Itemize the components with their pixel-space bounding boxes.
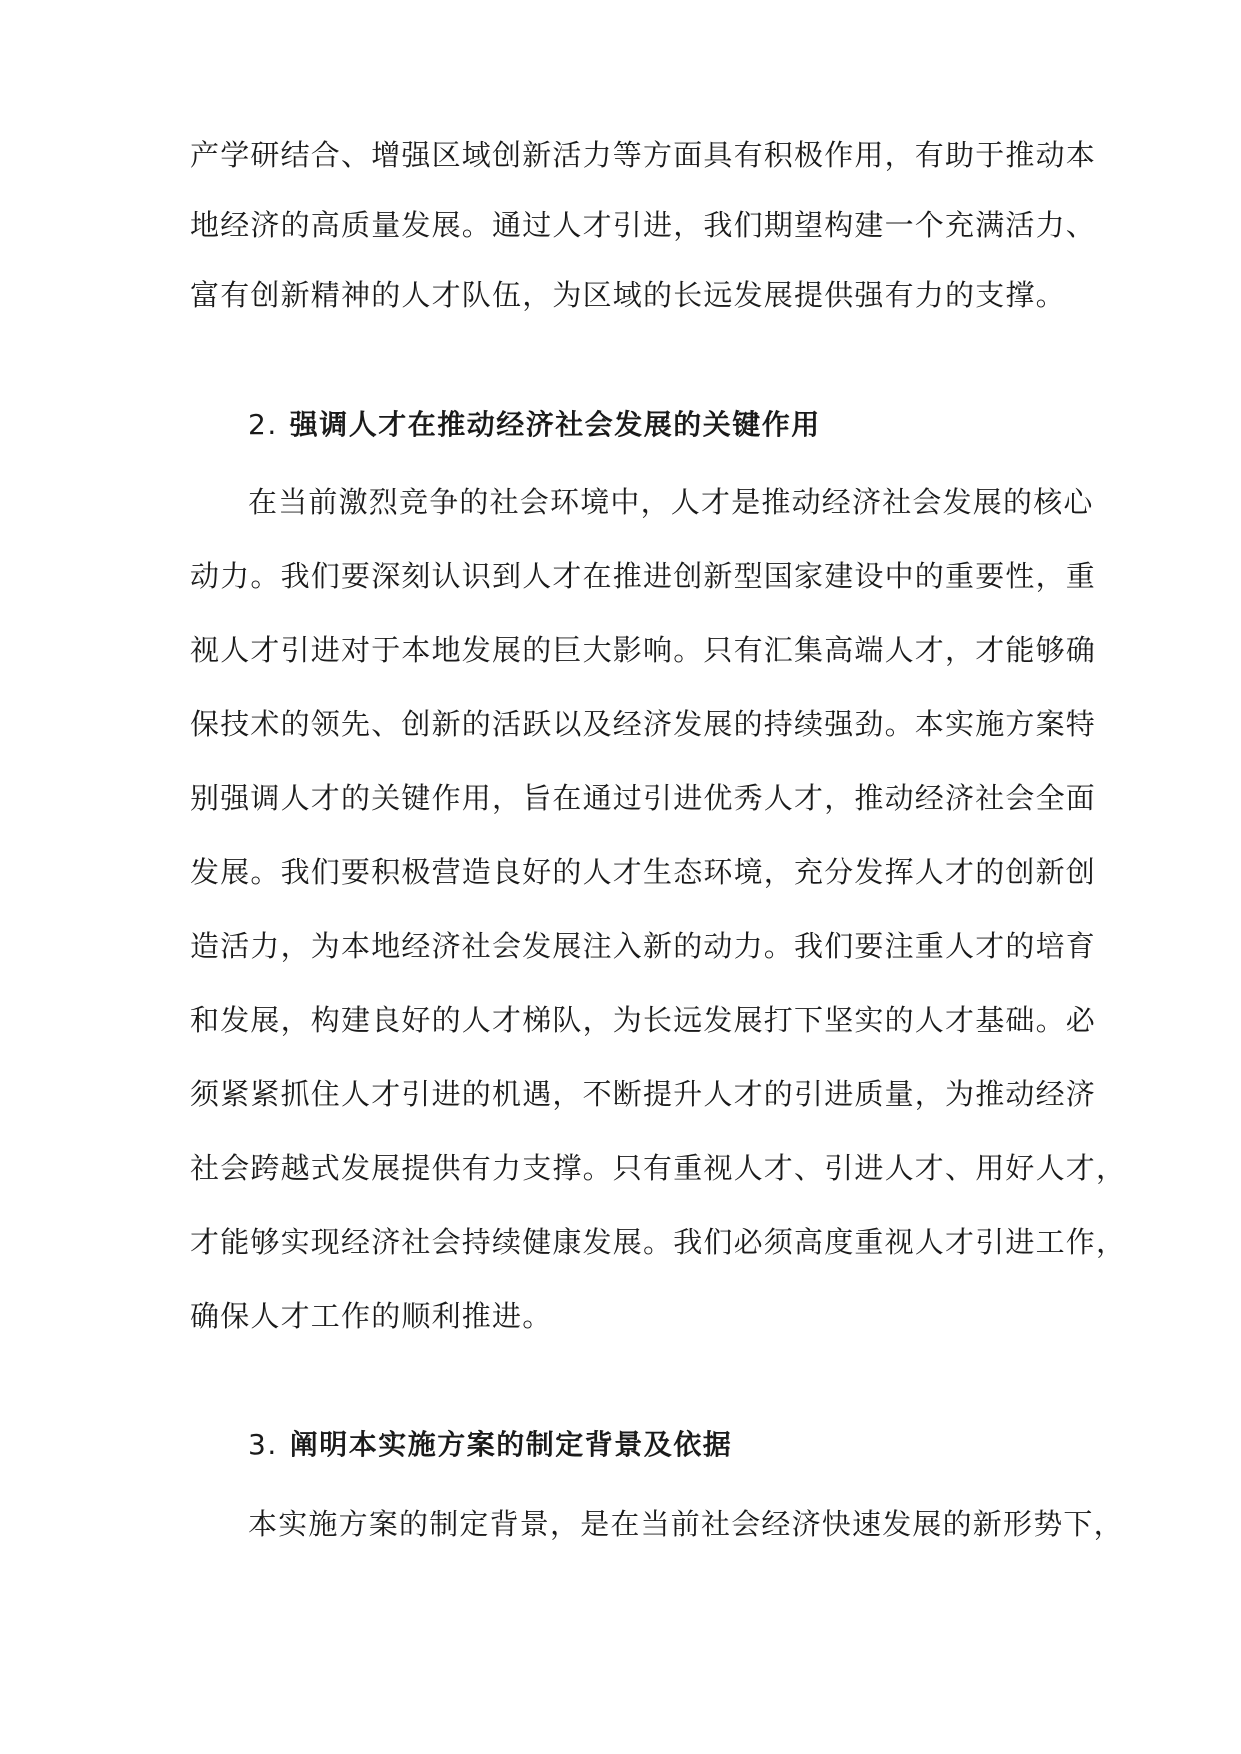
paragraph-line: 地经济的高质量发展。通过人才引进，我们期望构建一个充满活力、 [190, 208, 1097, 242]
paragraph-line: 发展。我们要积极营造良好的人才生态环境，充分发挥人才的创新创 [190, 855, 1097, 889]
paragraph-line: 视人才引进对于本地发展的巨大影响。只有汇集高端人才，才能够确 [190, 633, 1097, 667]
paragraph-line: 才能够实现经济社会持续健康发展。我们必须高度重视人才引进工作， [190, 1225, 1127, 1259]
paragraph-line: 保技术的领先、创新的活跃以及经济发展的持续强劲。本实施方案特 [190, 707, 1097, 741]
section-number: 3. [248, 1428, 278, 1461]
section-heading [248, 1425, 1070, 1465]
paragraph-line: 确保人才工作的顺利推进。 [190, 1299, 553, 1333]
section-title: 强调人才在推动经济社会发展的关键作用 [289, 408, 821, 441]
paragraph-line: 富有创新精神的人才队伍，为区域的长远发展提供强有力的支撑。 [190, 278, 1066, 312]
paragraph-line: 在当前激烈竞争的社会环境中，人才是推动经济社会发展的核心 [248, 485, 1094, 519]
section-number: 2. [248, 408, 278, 441]
paragraph-line: 社会跨越式发展提供有力支撑。只有重视人才、引进人才、用好人才， [190, 1151, 1127, 1185]
paragraph-line: 造活力，为本地经济社会发展注入新的动力。我们要注重人才的培育 [190, 929, 1097, 963]
paragraph-line: 本实施方案的制定背景，是在当前社会经济快速发展的新形势下， [248, 1507, 1124, 1541]
paragraph-line: 须紧紧抓住人才引进的机遇，不断提升人才的引进质量，为推动经济 [190, 1077, 1097, 1111]
section-heading [248, 405, 1070, 445]
paragraph-line: 和发展，构建良好的人才梯队，为长远发展打下坚实的人才基础。必 [190, 1003, 1097, 1037]
paragraph-line: 别强调人才的关键作用，旨在通过引进优秀人才，推动经济社会全面 [190, 781, 1097, 815]
paragraph-line: 动力。我们要深刻认识到人才在推进创新型国家建设中的重要性，重 [190, 559, 1097, 593]
paragraph-line: 产学研结合、增强区域创新活力等方面具有积极作用，有助于推动本 [190, 138, 1097, 172]
section-title: 阐明本实施方案的制定背景及依据 [289, 1428, 733, 1461]
